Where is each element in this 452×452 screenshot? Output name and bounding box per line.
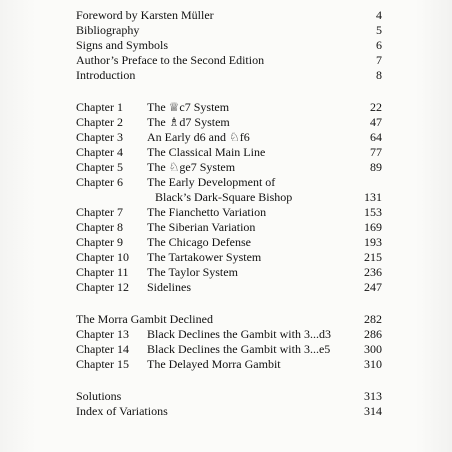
toc-entry-title: Signs and Symbols [76,38,169,52]
chapter-entry-left [76,357,281,372]
toc-entry-title: Solutions [76,389,122,403]
toc-entry [76,38,382,53]
chapter-number: Chapter 12 [76,280,129,294]
chapters-list [76,100,382,295]
chapter-title: The Early Development of [147,175,276,189]
toc-entry-left [76,68,135,83]
chapter-title: The ♕c7 System [147,100,230,114]
chapter-page: 247 [364,280,382,294]
toc-entry-page: 7 [376,53,382,67]
chapter-number: Chapter 15 [76,357,129,371]
chapter-number: Chapter 8 [76,220,123,234]
chapter-title: The Tartakower System [147,250,262,264]
toc-entry-page: 5 [376,23,382,37]
chapter-entry [76,205,382,220]
chapter-number: Chapter 13 [76,327,129,341]
chapter-page: 215 [364,250,382,264]
chapter-entry-left [76,130,250,145]
chapter-title: The Fianchetto Variation [147,205,267,219]
toc-entry-left [76,38,168,53]
end-matter-list [76,389,382,419]
toc-entry-title: Foreword by Karsten Müller [76,8,214,22]
chapter-number: Chapter 11 [76,265,129,279]
chapter-entry [76,250,382,265]
chapter-entry [76,280,382,295]
chapter-number: Chapter 9 [76,235,123,249]
table-of-contents [76,8,382,419]
chapter-entry [76,327,382,342]
front-matter-list [76,8,382,83]
chapter-page: 286 [364,327,382,341]
toc-entry [76,68,382,83]
chapter-entry-left [76,160,235,175]
chapter-title: The ♗d7 System [147,115,230,129]
toc-entry-page: 314 [364,404,382,418]
chapter-title: Black Declines the Gambit with 3...e5 [147,342,331,356]
morra-section-list [76,312,382,372]
chapter-number: Chapter 14 [76,342,129,356]
chapter-page: 153 [364,205,382,219]
chapter-page: 47 [370,115,382,129]
toc-entry-left [76,404,168,419]
chapter-title: The Delayed Morra Gambit [147,357,281,371]
chapter-entry [76,115,382,130]
chapter-entry [76,235,382,250]
toc-entry-title: Introduction [76,68,136,82]
section-gap [76,83,382,100]
chapter-title: Black Declines the Gambit with 3...d3 [147,327,331,341]
toc-entry [76,23,382,38]
chapter-entry-left [76,205,266,220]
section-page: 282 [364,312,382,326]
chapter-entry-continuation [76,190,382,205]
chapter-entry-left [76,235,251,250]
chapter-page: 131 [364,190,382,204]
toc-entry-left [76,389,121,404]
section-entry [76,312,382,327]
toc-entry [76,389,382,404]
chapter-page: 22 [370,100,382,114]
chapter-entry-left [76,145,265,160]
toc-entry-page: 4 [376,8,382,22]
chapter-number: Chapter 3 [76,130,123,144]
chapter-entry [76,100,382,115]
chapter-entry [76,175,382,190]
chapter-entry [76,160,382,175]
toc-entry [76,53,382,68]
toc-entry-left [76,8,214,23]
chapter-entry-left [76,327,331,342]
section-gap [76,295,382,312]
toc-entry-page: 6 [376,38,382,52]
chapter-number: Chapter 5 [76,160,123,174]
chapter-entry-left [76,175,275,190]
chapter-number: Chapter 6 [76,175,123,189]
chapter-page: 89 [370,160,382,174]
chapter-number: Chapter 1 [76,100,123,114]
toc-entry-page: 8 [376,68,382,82]
toc-entry [76,8,382,23]
chapter-entry [76,357,382,372]
chapter-page: 77 [370,145,382,159]
chapter-title: An Early d6 and ♘f6 [147,130,250,144]
section-title: The Morra Gambit Declined [76,312,213,326]
chapter-number: Chapter 7 [76,205,123,219]
chapter-entry [76,342,382,357]
chapter-number: Chapter 4 [76,145,123,159]
toc-entry-left [76,53,264,68]
chapter-title-continuation: Black’s Dark-Square Bishop [155,190,293,204]
chapter-number: Chapter 10 [76,250,129,264]
chapter-page: 64 [370,130,382,144]
chapter-page: 236 [364,265,382,279]
toc-entry-title: Index of Variations [76,404,168,418]
chapter-entry [76,220,382,235]
section-gap [76,372,382,389]
section-entry-left [76,312,213,327]
chapter-entry-left [76,220,255,235]
toc-entry-title: Bibliography [76,23,140,37]
chapter-entry-left [76,250,261,265]
chapter-title: Sidelines [147,280,191,294]
chapter-title: The Chicago Defense [147,235,251,249]
toc-entry-left [76,23,139,38]
chapter-title: The Taylor System [147,265,238,279]
chapter-entry [76,145,382,160]
chapter-number: Chapter 2 [76,115,123,129]
chapter-entry [76,130,382,145]
chapter-title: The Classical Main Line [147,145,266,159]
chapter-page: 193 [364,235,382,249]
chapter-entry-left [76,280,191,295]
toc-entry-title: Author’s Preface to the Second Edition [76,53,265,67]
chapter-entry-left [76,265,238,280]
chapter-entry-left [76,100,229,115]
chapter-title: The ♘ge7 System [147,160,236,174]
chapter-page: 169 [364,220,382,234]
chapter-entry-left [76,342,330,357]
chapter-title: The Siberian Variation [147,220,256,234]
chapter-entry [76,265,382,280]
chapter-page: 310 [364,357,382,371]
toc-entry [76,404,382,419]
toc-entry-page: 313 [364,389,382,403]
chapter-entry-left [76,115,230,130]
chapter-page: 300 [364,342,382,356]
